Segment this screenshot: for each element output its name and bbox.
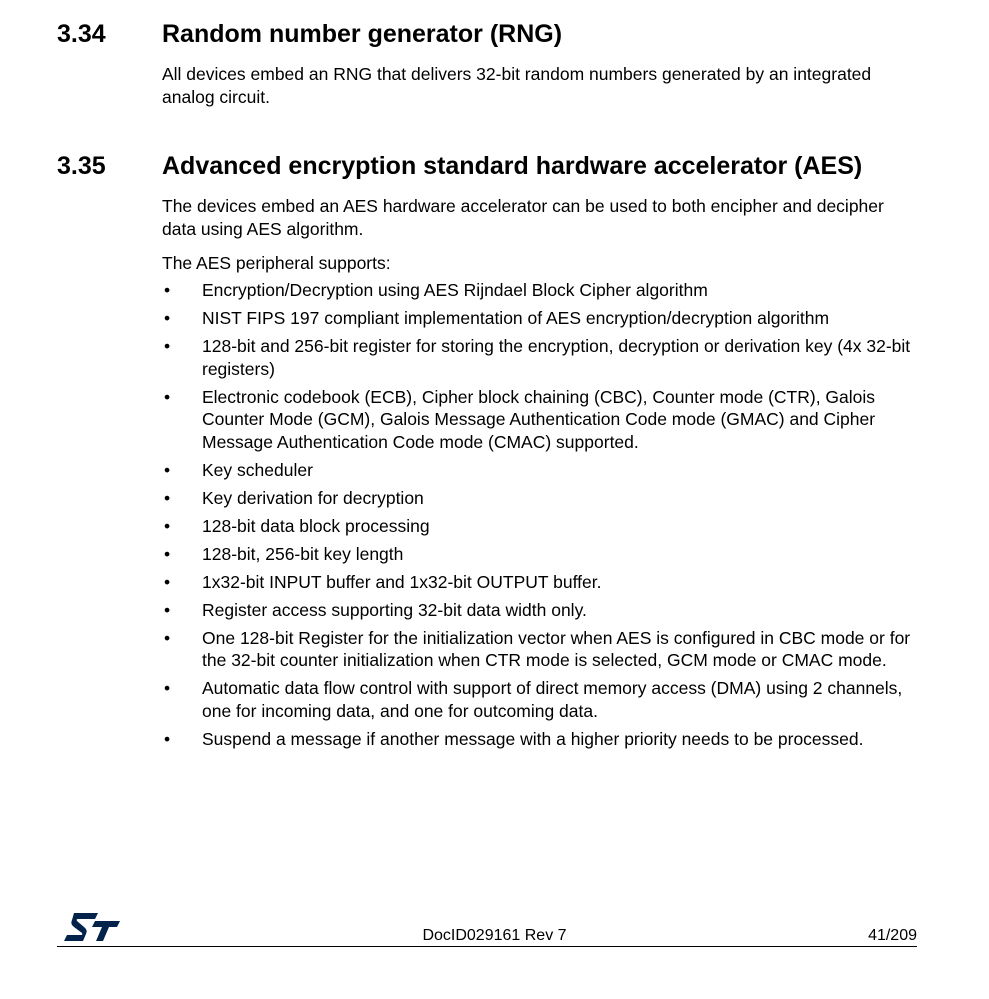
list-item-text: One 128-bit Register for the initialization vector when AES is configured in CBC mode or for the 32-bit counter initialization when CTR mode is selected, GCM mode or CMAC mode. xyxy=(202,627,911,670)
bullet-icon: • xyxy=(164,515,171,536)
list-item-text: Register access supporting 32-bit data width only. xyxy=(202,599,587,620)
document-id: DocID029161 Rev 7 xyxy=(422,927,567,944)
bullet-icon: • xyxy=(164,627,171,648)
list-item-text: Automatic data flow control with support of direct memory access (DMA) using 2 channels, one for incoming data, and one for outcoming data. xyxy=(202,678,903,721)
list-item-text: 128-bit and 256-bit register for storing the encryption, decryption or derivation key (4x 32-bit registers) xyxy=(202,336,911,379)
bullet-icon: • xyxy=(164,543,171,564)
list-item xyxy=(162,487,922,510)
section-paragraph: The devices embed an AES hardware accelerator can be used to both encipher and decipher data using AES algorithm. xyxy=(162,196,884,239)
bullet-icon: • xyxy=(164,728,171,749)
bullet-icon: • xyxy=(164,280,171,300)
section-title: Advanced encryption standard hardware accelerator (AES) xyxy=(162,152,863,180)
section-number: 3.35 xyxy=(57,152,106,180)
list-item xyxy=(162,515,922,538)
list-item-text: 128-bit data block processing xyxy=(202,515,430,536)
section-number: 3.34 xyxy=(57,20,106,48)
page-number: 41/209 xyxy=(868,927,917,944)
list-item xyxy=(162,335,922,380)
list-item xyxy=(162,386,922,454)
list-item xyxy=(162,571,922,594)
bullet-icon: • xyxy=(164,336,171,356)
list-item-text: Key scheduler xyxy=(202,459,313,480)
feature-list xyxy=(162,279,922,756)
list-item-text: NIST FIPS 197 compliant implementation of AES encryption/decryption algorithm xyxy=(202,308,830,328)
list-item xyxy=(162,627,922,672)
section-title: Random number generator (RNG) xyxy=(162,20,563,48)
list-item xyxy=(162,459,922,482)
list-item xyxy=(162,543,922,566)
list-item xyxy=(162,677,922,722)
bullet-icon: • xyxy=(164,386,171,407)
bullet-icon: • xyxy=(164,678,171,698)
list-item xyxy=(162,279,922,302)
bullet-icon: • xyxy=(164,599,171,620)
list-item-text: 1x32-bit INPUT buffer and 1x32-bit OUTPUT buffer. xyxy=(202,571,602,592)
list-item xyxy=(162,728,922,751)
bullet-icon: • xyxy=(164,571,171,592)
bullet-icon: • xyxy=(164,308,171,328)
list-item-text: Electronic codebook (ECB), Cipher block chaining (CBC), Counter mode (CTR), Galois Counter Mode (GCM), Galois Message Authentication Code mode (GMAC) and Cipher Message Authentication Code mode (CMAC) supported. xyxy=(202,386,876,452)
list-item-text: Suspend a message if another message with a higher priority needs to be processed. xyxy=(202,728,864,749)
list-item-text: 128-bit, 256-bit key length xyxy=(202,543,404,564)
bullet-intro: The AES peripheral supports: xyxy=(162,253,391,273)
footer-divider xyxy=(57,946,917,947)
bullet-icon: • xyxy=(164,459,171,480)
section-paragraph: All devices embed an RNG that delivers 32-bit random numbers generated by an integrated analog circuit. xyxy=(162,64,872,107)
list-item-text: Key derivation for decryption xyxy=(202,487,424,508)
bullet-icon: • xyxy=(164,487,171,508)
list-item xyxy=(162,307,922,330)
list-item-text: Encryption/Decryption using AES Rijndael Block Cipher algorithm xyxy=(202,280,708,300)
list-item xyxy=(162,599,922,622)
